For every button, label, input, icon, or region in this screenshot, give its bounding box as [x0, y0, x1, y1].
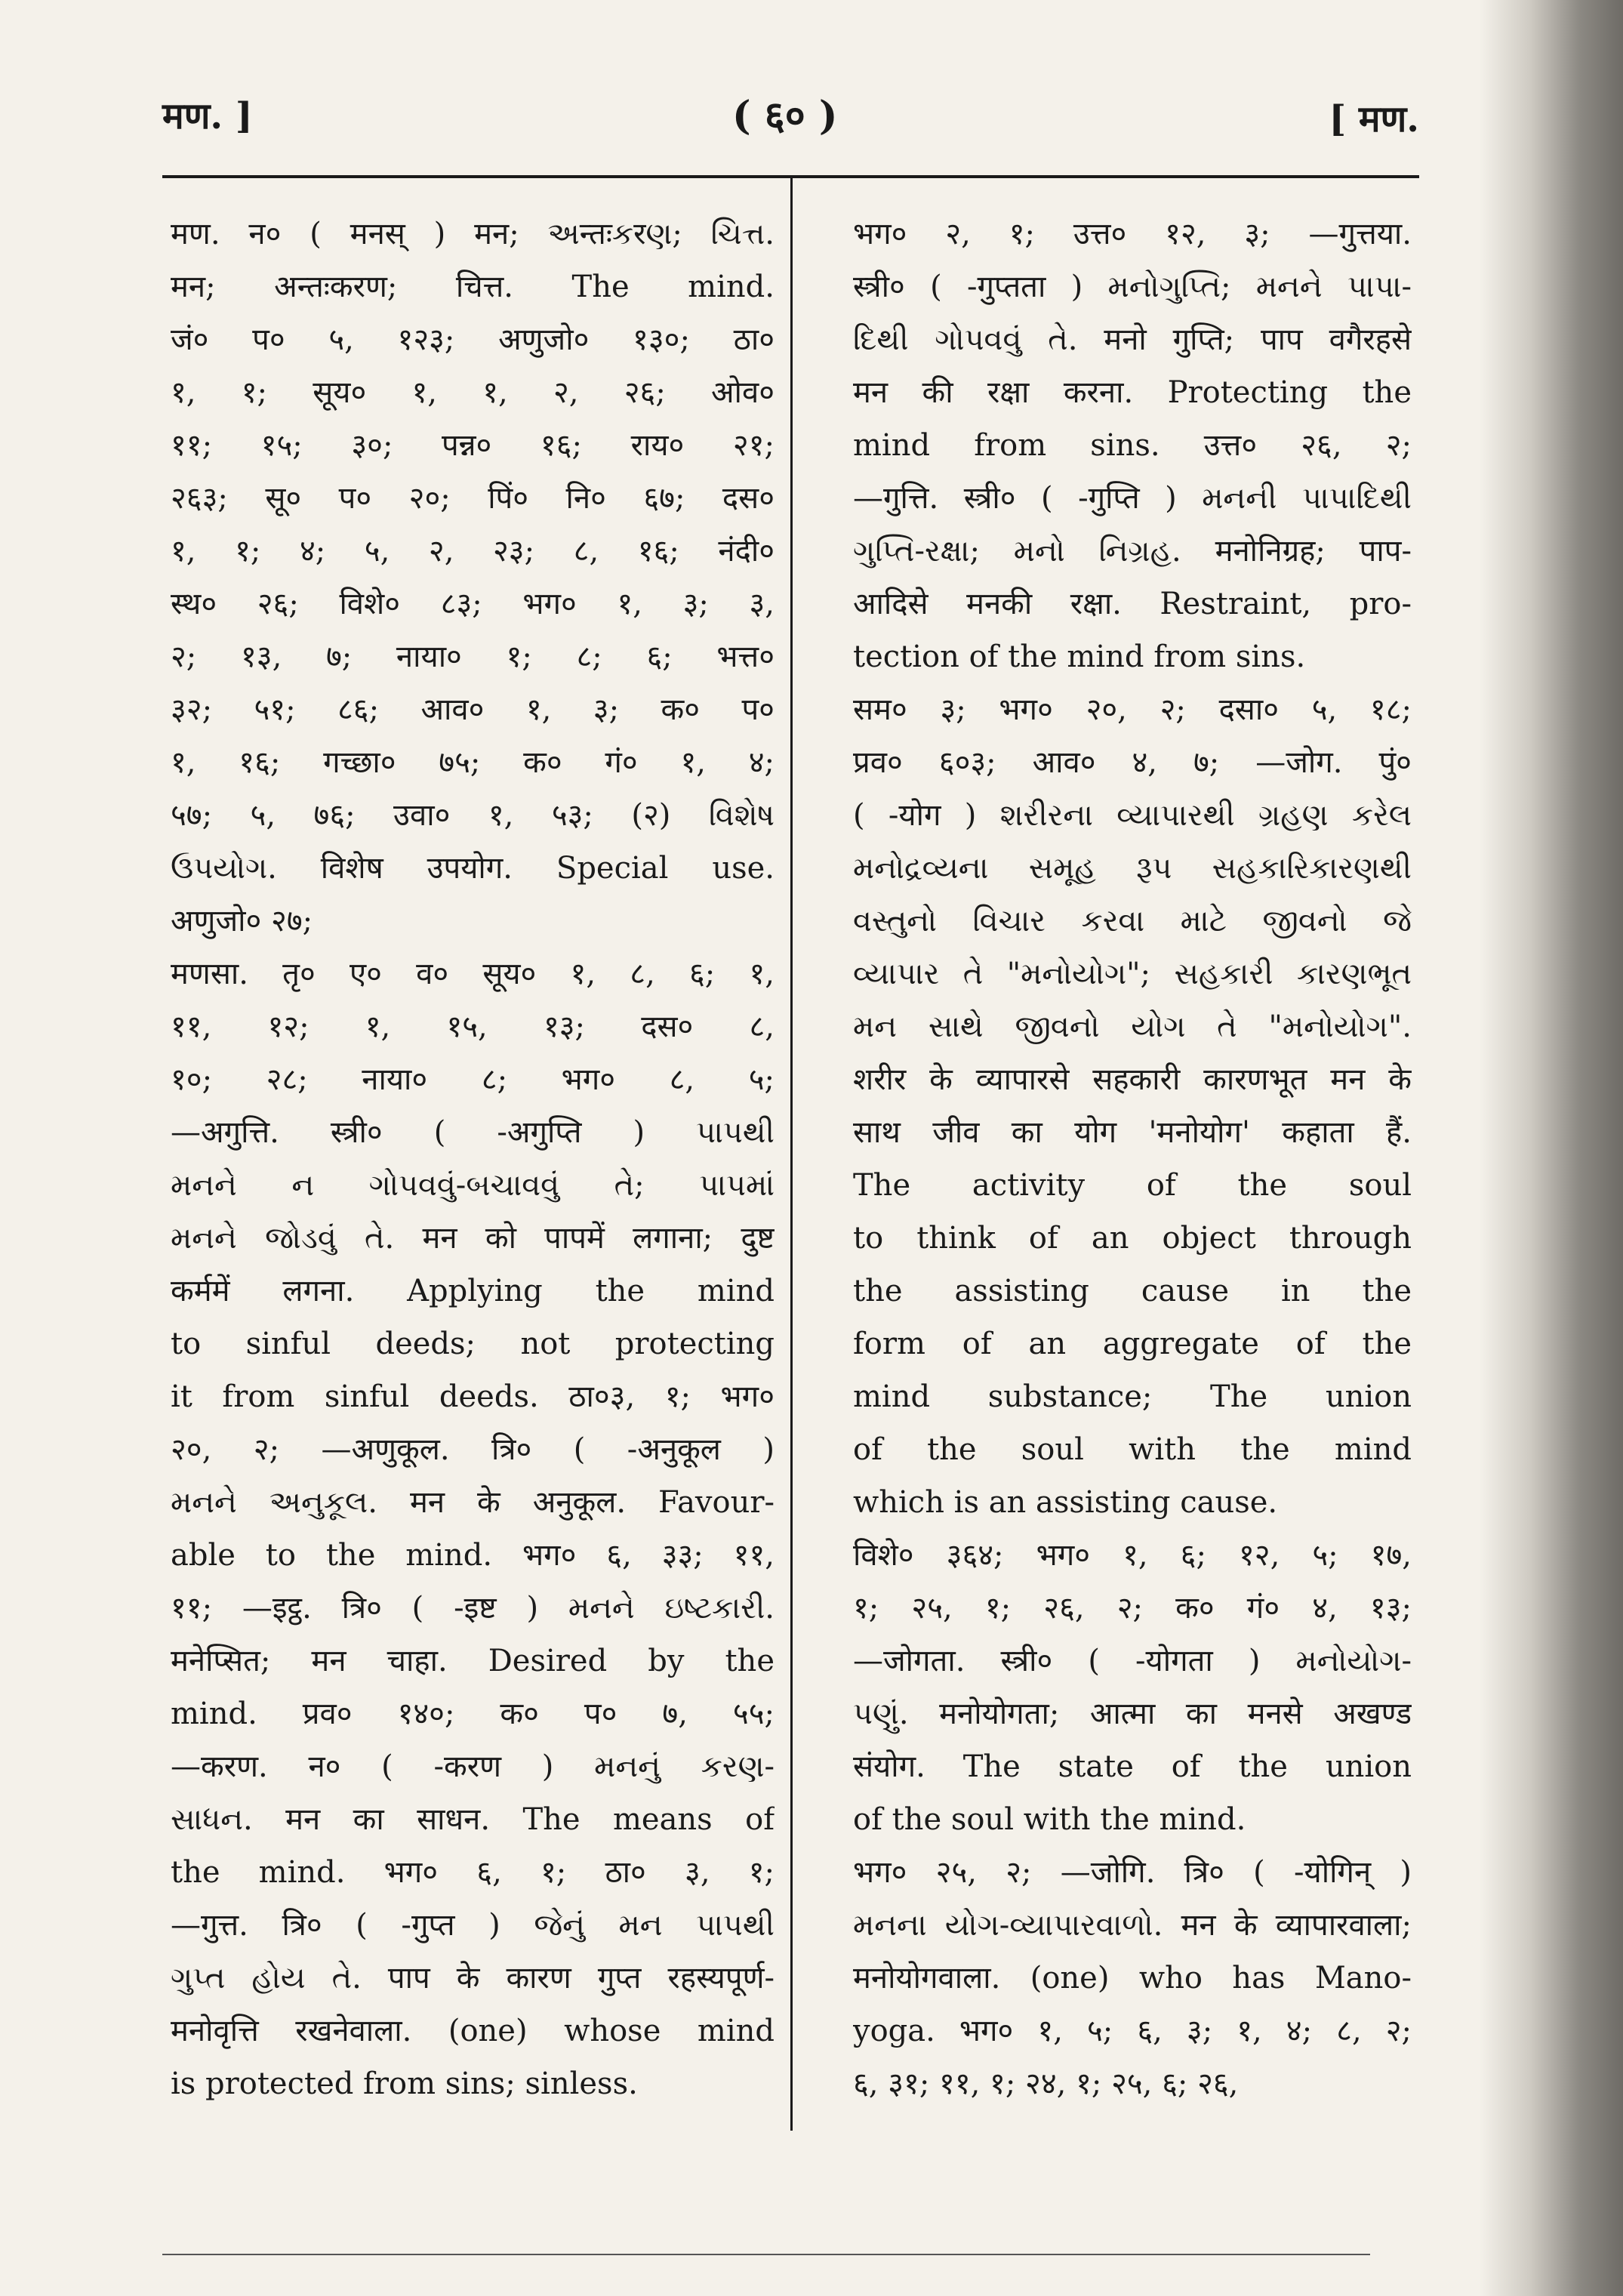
right-column-line: साथ जीव का योग 'मनोयोग' कहाता हैं. — [853, 1115, 1412, 1150]
left-column-line: is protected from sins; sinless. — [171, 2066, 638, 2101]
page-header — [162, 83, 1419, 143]
right-column-line: भग० २५, २; —जोगि. त्रि० ( -योगिन् ) — [853, 1855, 1412, 1890]
left-column-line: ११; १५; ३०; पन्न० १६; राय० २१; — [171, 428, 775, 463]
left-column-line: जं० प० ५, १२३; अणुजो० १३०; ठा० — [171, 322, 775, 357]
left-column-line: १, १; सूय० १, १, २, २६; ओव० — [171, 375, 775, 410]
left-column-line: મનને જોડવું તે. मन को पापमें लगाना; दुष्ट — [171, 1221, 775, 1256]
right-column-line: of the soul with the mind — [853, 1432, 1412, 1467]
right-column-line: વ્યાપાર તે "મનોયોગ"; સહકારી કારણભૂત — [853, 957, 1412, 991]
right-column-line: मनोयोगवाला. (one) who has Mano- — [853, 1961, 1412, 1996]
right-column-line: which is an assisting cause. — [853, 1485, 1278, 1520]
left-column-line: मनेप्सित; मन चाहा. Desired by the — [171, 1644, 775, 1678]
right-column-line: મન સાથે જીવનો યોગ તે "મનોયોગ". — [853, 1009, 1412, 1044]
right-column-line: प्रव० ६०३; आव० ४, ७; —जोग. पुं० — [853, 745, 1412, 780]
left-column-line: ઉપયોગ. विशेष उपयोग. Special use. — [171, 851, 775, 886]
right-column-line: मन की रक्षा करना. Protecting the — [853, 375, 1412, 410]
left-column-line: मण. न० ( मनस् ) मन; અन्तःકरણ; ચિત્ત. — [171, 217, 775, 251]
left-column-line: २०, २; —अणुकूल. त्रि० ( -अनुकूल ) — [171, 1432, 775, 1467]
right-column-line: વસ્તુનો વિચાર કરવા માટે જીવનો જે — [853, 904, 1412, 938]
footer-rule — [162, 2254, 1370, 2255]
left-column — [171, 208, 775, 2148]
left-column-line: १, १६; गच्छा० ७५; क० गं० १, ४; — [171, 745, 775, 780]
right-column-line: विशे० ३६४; भग० १, ६; १२, ५; १७, — [853, 1538, 1412, 1573]
right-column-line: भग० २, १; उत्त० १२, ३; —गुत्तया. — [853, 217, 1412, 251]
right-column-line: form of an aggregate of the — [853, 1327, 1412, 1361]
left-column-line: स्थ० २६; विशे० ८३; भग० १, ३; ३, — [171, 587, 775, 621]
page-edge-shadow — [1480, 0, 1623, 2296]
right-column-line: आदिसे मनकी रक्षा. Restraint, pro- — [853, 587, 1412, 621]
left-column-line: મનને અનુકૂલ. मन के अनुकूल. Favour- — [171, 1485, 775, 1520]
right-column-line: ६, ३१; ११, १; २४, १; २५, ६; २६, — [853, 2066, 1239, 2101]
left-column-line: मणसा. तृ० ए० व० सूय० १, ८, ६; १, — [171, 957, 775, 991]
right-column-line: १; २५, १; २६, २; क० गं० ४, १३; — [853, 1591, 1412, 1626]
page-number: ( ६० ) — [732, 93, 838, 139]
right-column-line: ગુપ્તિ-રક્ષા; મનો નિગ્રહ. मनोनिग्रह; पाप- — [853, 534, 1412, 569]
left-column-line: अणुजो० २७; — [171, 904, 313, 938]
header-right-guideword: [ मण. — [1329, 98, 1419, 140]
right-column-line: the assisting cause in the — [853, 1274, 1412, 1308]
left-column-line: १०; २८; नाया० ८; भग० ८, ५; — [171, 1062, 775, 1097]
right-column-line: દિથી ગોપવવું તે. मनो गुप्ति; पाप वगैरहसे — [853, 322, 1412, 357]
left-column-line: मनोवृत्ति रखनेवाला. (one) whose mind — [171, 2014, 775, 2048]
column-divider — [790, 175, 793, 2131]
left-column-line: ५७; ५, ७६; उवा० १, ५३; (२) વિશેષ — [171, 798, 775, 833]
right-column-line: स्त्री० ( -गुप्तता ) મનોગુપ્તિ; મનને પાપા- — [853, 270, 1412, 304]
right-column — [853, 208, 1412, 2148]
right-column-line: संयोग. The state of the union — [853, 1749, 1412, 1784]
left-column-line: ११; —इट्ठ. त्रि० ( -इष्ट ) મનને ઇષ્ટકારી. — [171, 1591, 775, 1626]
left-column-line: able to the mind. भग० ६, ३३; ११, — [171, 1538, 775, 1573]
right-column-line: મનોદ્રવ્યના સમૂહ રૂપ સહકારિકારણથી — [853, 851, 1412, 886]
right-column-line: ( -योग ) શરીરના વ્યાપારથી ગ્રહણ કરેલ — [853, 798, 1412, 833]
left-column-line: it from sinful deeds. ठा०३, १; भग० — [171, 1379, 775, 1414]
right-column-line: The activity of the soul — [853, 1168, 1412, 1203]
left-column-line: १, १; ४; ५, २, २३; ८, १६; नंदी० — [171, 534, 775, 569]
right-column-line: —गुत्ति. स्त्री० ( -गुप्ति ) મનની પાપાદિથી — [853, 481, 1412, 516]
left-column-line: —गुत्त. त्रि० ( -गुप्त ) જેનું મન પાપથી — [171, 1908, 775, 1943]
right-column-line: शरीर के व्यापारसे सहकारी कारणभूत मन के — [853, 1062, 1412, 1097]
left-column-line: —अगुत्ति. स्त्री० ( -अगुप्ति ) પાપથી — [171, 1115, 775, 1150]
right-column-line: મનના યોગ-વ્યાપારવાળો. मन के व्यापारवाला; — [853, 1908, 1412, 1943]
left-column-line: ३२; ५१; ८६; आव० १, ३; क० प० — [171, 692, 775, 727]
left-column-line: कर्ममें लगना. Applying the mind — [171, 1274, 775, 1308]
right-column-line: mind from sins. उत्त० २६, २; — [853, 428, 1412, 463]
left-column-line: ११, १२; १, १५, १३; दस० ८, — [171, 1009, 775, 1044]
left-column-line: સાધન. मन का साधन. The means of — [171, 1802, 775, 1837]
left-column-line: ગુપ્ત હોય તે. पाप के कारण गुप्त रहस्यपूर्ण- — [171, 1961, 775, 1996]
right-column-line: सम० ३; भग० २०, २; दसा० ५, १८; — [853, 692, 1412, 727]
left-column-line: २; १३, ७; नाया० १; ८; ६; भत्त० — [171, 639, 775, 674]
left-column-line: મનને ન ગોપવવું-બચાવવું તે; પાપમાં — [171, 1168, 775, 1203]
right-column-line: of the soul with the mind. — [853, 1802, 1246, 1837]
right-column-line: tection of the mind from sins. — [853, 639, 1306, 674]
right-column-line: to think of an object through — [853, 1221, 1412, 1256]
header-left-guideword: मण. ] — [162, 95, 253, 137]
right-column-line: mind substance; The union — [853, 1379, 1412, 1414]
right-column-line: પણું. मनोयोगता; आत्मा का मनसे अखण्ड — [853, 1697, 1412, 1731]
left-column-line: —करण. न० ( -करण ) મનનું કરણ- — [171, 1749, 775, 1784]
right-column-line: —जोगता. स्त्री० ( -योगता ) મનોયોગ- — [853, 1644, 1412, 1678]
left-column-line: to sinful deeds; not protecting — [171, 1327, 775, 1361]
left-column-line: २६३; सू० प० २०; पिं० नि० ६७; दस० — [171, 481, 775, 516]
left-column-line: the mind. भग० ६, १; ठा० ३, १; — [171, 1855, 775, 1890]
left-column-line: मन; अन्तःकरण; चित्त. The mind. — [171, 270, 775, 304]
right-column-line: yoga. भग० १, ५; ६, ३; १, ४; ८, २; — [853, 2014, 1412, 2048]
left-column-line: mind. प्रव० १४०; क० प० ७, ५५; — [171, 1697, 775, 1731]
